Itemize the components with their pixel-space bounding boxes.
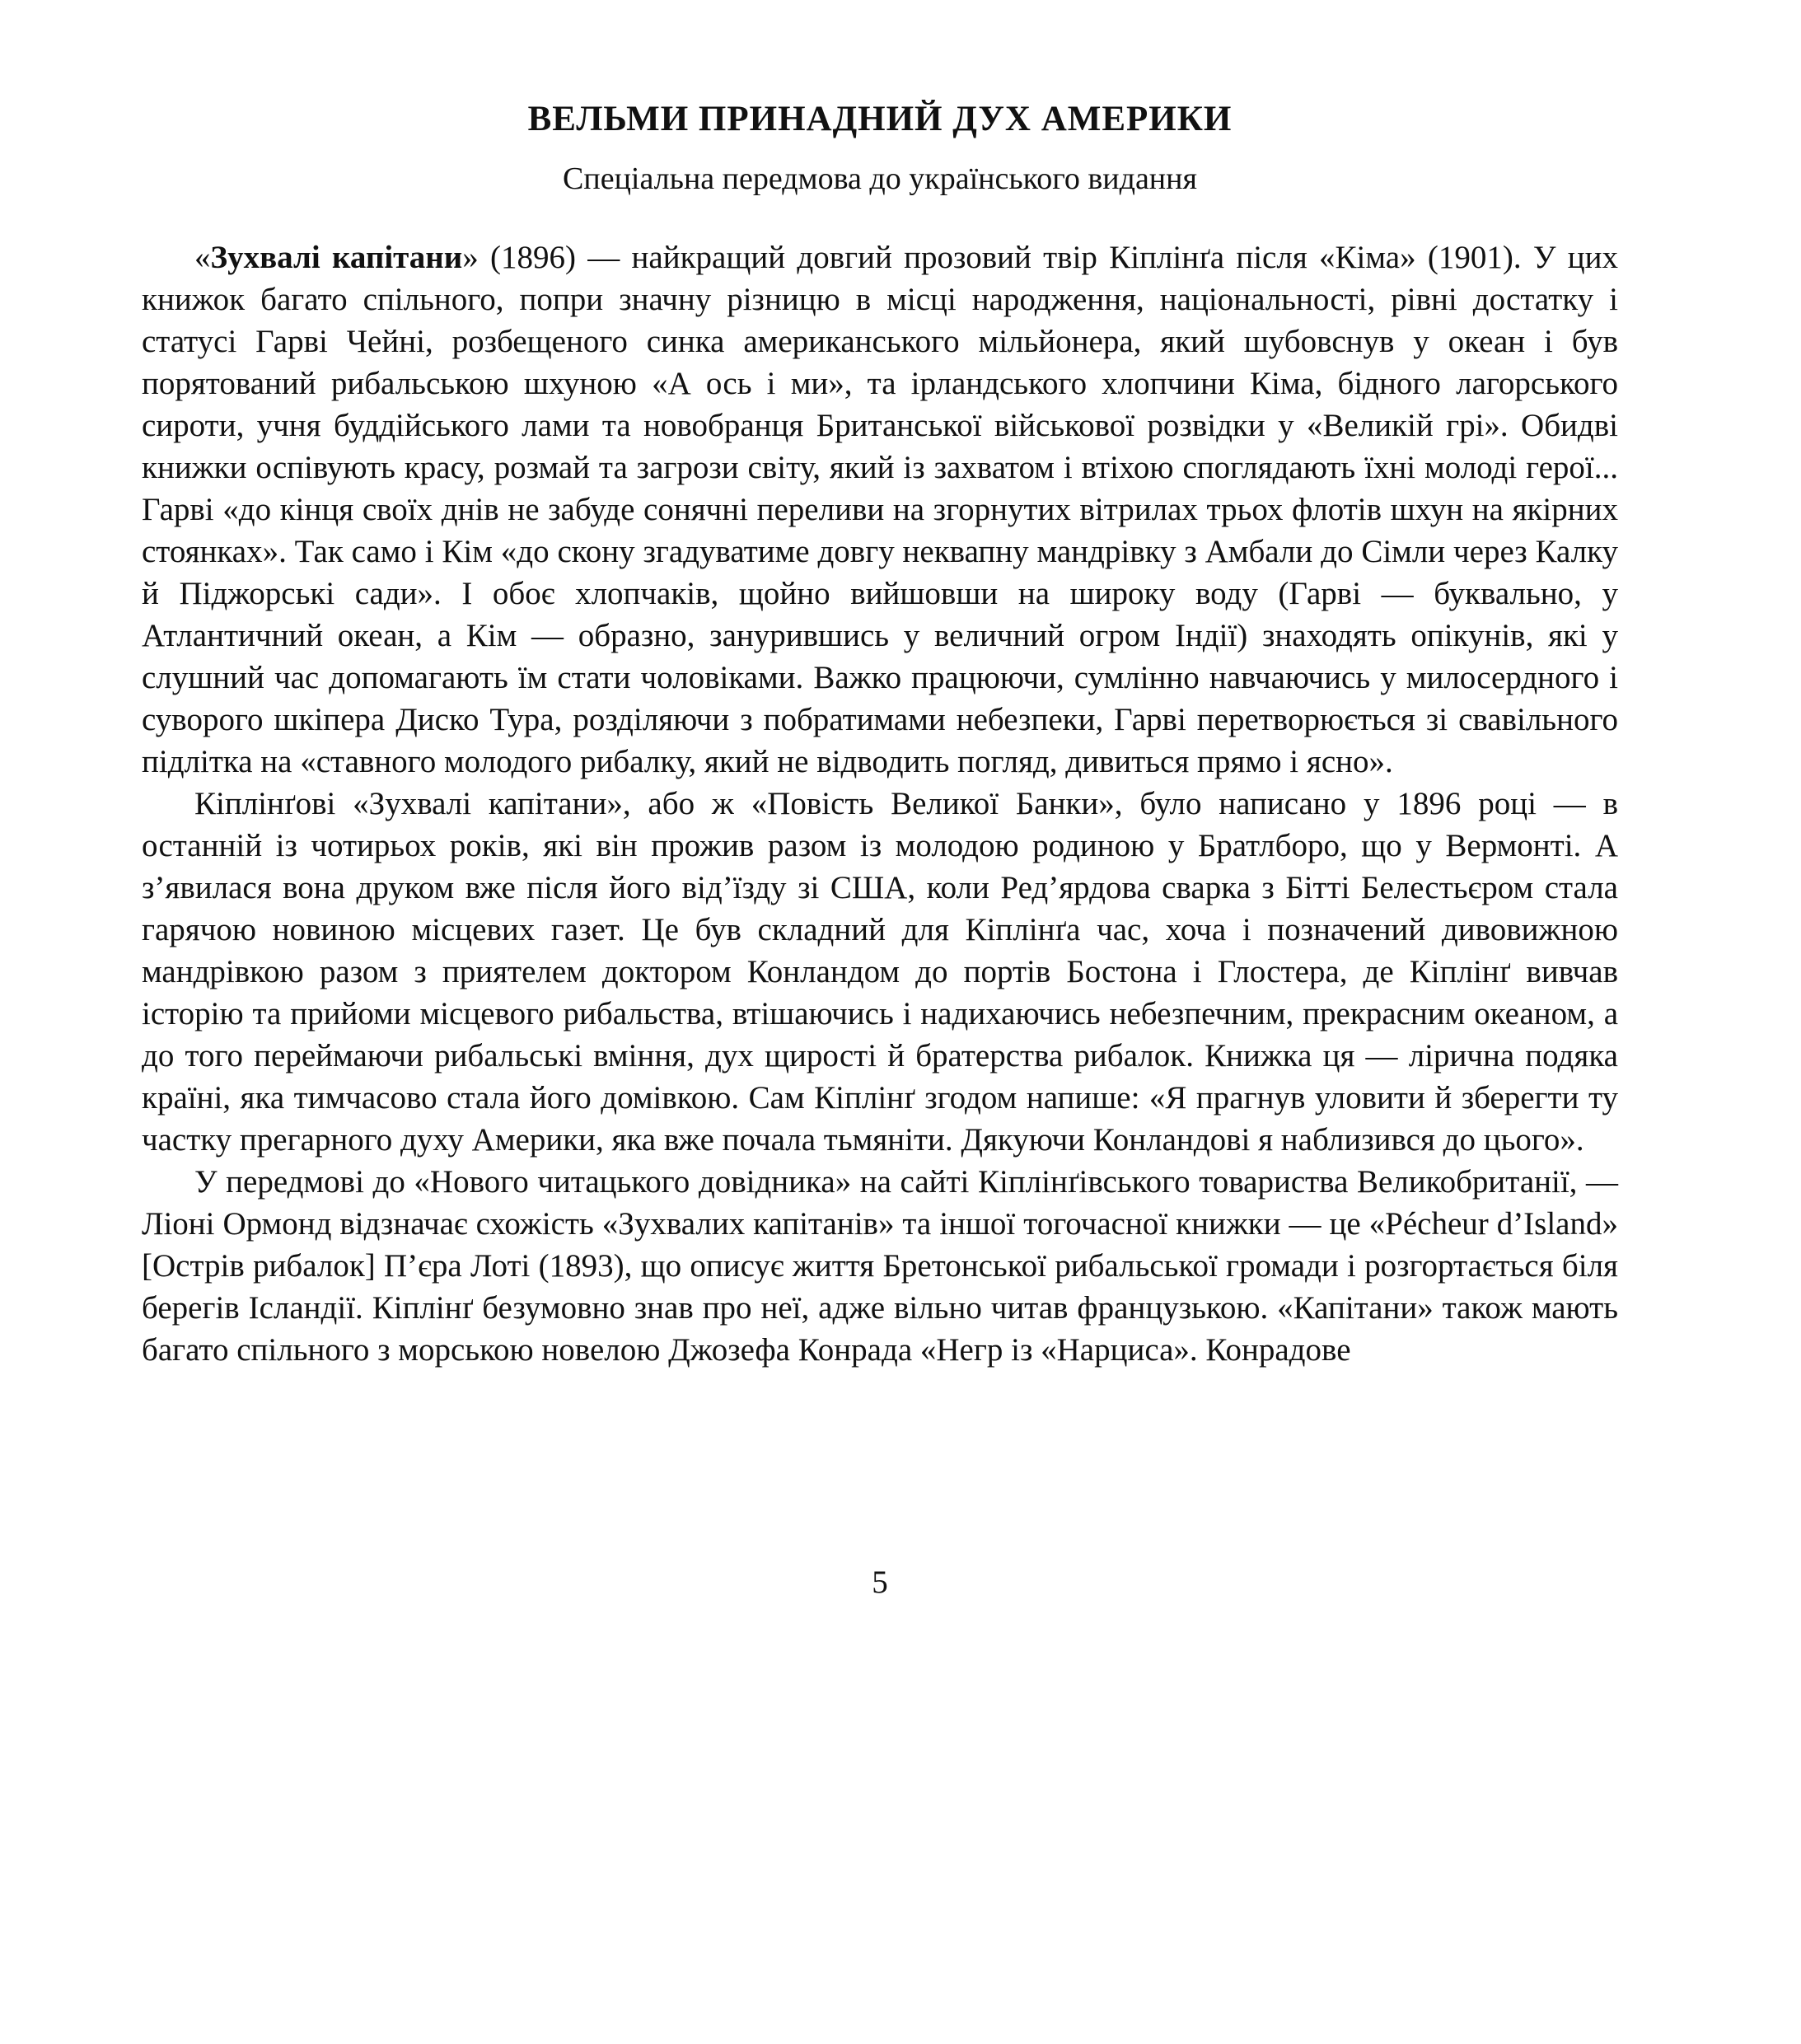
paragraph-1-open-quote: « [194, 240, 211, 275]
paragraph-2: Кіплінґові «Зухвалі капітани», або ж «Повість Великої Банки», було написано у 1896 році — в останній із чотирьох років, які він прожив разом із молодою родиною у Братлборо, що у Вермонті. А з’явилася вона друком вже після його від’їзду зі США, коли Ред’ярдова сварка з Бітті Белестьєром стала гарячою новиною місцевих газет. Це був складний для Кіплінґа час, хоча і позначений дивовижною мандрівкою разом з приятелем доктором Конландом до портів Бостона і Глостера, де Кіплінґ вивчав історію та прийоми місцевого рибальства, втішаючись і надихаючись небезпечним, прекрасним океаном, а до того переймаючи рибальські вміння, дух щирості й братерства рибалок. Книжка ця — лірична подяка країні, яка тимчасово стала його домівкою. Сам Кіплінґ згодом напише: «Я прагнув уловити й зберегти ту частку прегарного духу Америки, яка вже почала тьмяніти. Дякуючи Конландові я наблизився до цього». [142, 786, 1618, 1158]
page-number: 5 [872, 1565, 888, 1600]
body-text [142, 236, 1618, 1371]
paragraph-1-bold-lead: Зухвалі капітани [210, 240, 463, 275]
paragraph-1-text: » (1896) — найкращий довгий прозовий твір Кіплінґа після «Кіма» (1901). У цих книжок багато спільного, попри значну різницю в місці народження, національності, рівні достатку і статусі Гарві Чейні, розбещеного синка американського мільйонера, який шубовснув у океан і був порятований рибальською шхуною «А ось і ми», та ірландського хлопчини Кіма, бідного лагорського сироти, учня буддійського лами та новобранця Британської військової розвідки у «Великій грі». Обидві книжки оспівують красу, розмай та загрози світу, який із захватом і втіхою споглядають їхні молоді герої... Гарві «до кінця своїх днів не забуде сонячні переливи на згорнутих вітрилах трьох флотів шхун на якірних стоянках». Так само і Кім «до скону згадуватиме довгу неквапну мандрівку з Амбали до Сімли через Калку й Піджорські сади». І обоє хлопчаків, щойно вийшовши на широку воду (Гарві — буквально, у Атлантичний океан, а Кім — образно, занурившись у величний огром Індії) знаходять опікунів, які у слушний час допомагають їм стати чоловіками. Важко працюючи, сумлінно навчаючись у милосердного і суворого шкіпера Диско Тура, розділяючи з побратимами небезпеки, Гарві перетворюється зі свавільного підлітка на «ставного молодого рибалку, який не відводить погляд, дивиться прямо і ясно». [142, 240, 1619, 779]
paragraph-1 [142, 236, 1618, 783]
paragraph-3: У передмові до «Нового читацького довідника» на сайті Кіплінґівського товариства Великобританії, — Ліоні Ормонд відзначає схожість «Зухвалих капітанів» та іншої тогочасної книжки — це «Pécheur d’Island» [Острів рибалок] П’єра Лоті (1893), що описує життя Бретонської рибальської громади і розгортається біля берегів Ісландії. Кіплінґ безумовно знав про неї, адже вільно читав французькою. «Капітани» також мають багато спільного з морською новелою Джозефа Конрада «Негр із «Нарциса». Конрадове [142, 1164, 1618, 1368]
page-title: ВЕЛЬМИ ПРИНАДНИЙ ДУХ АМЕРИКИ [527, 100, 1233, 138]
page-subtitle: Спеціальна передмова до українського видання [563, 161, 1197, 196]
